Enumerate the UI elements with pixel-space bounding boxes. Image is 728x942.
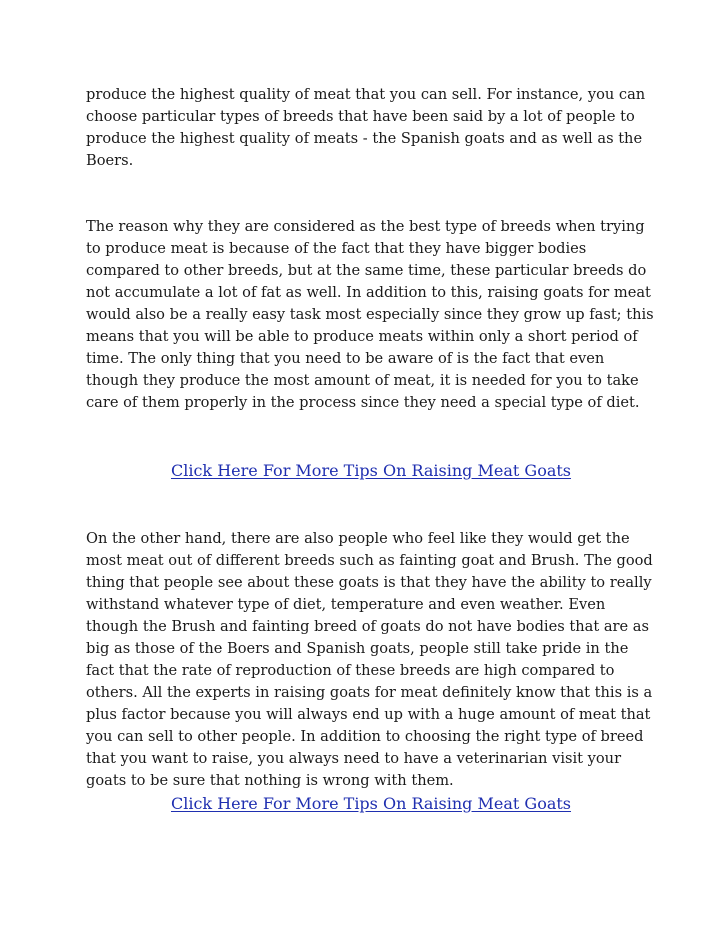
text-line: not accumulate a lot of fat as well. In addition to this, raising goats for meat [86, 284, 651, 301]
text-line: produce the highest quality of meat that you can sell. For instance, you can [86, 86, 646, 103]
text-line: withstand whatever type of diet, temperature and even weather. Even [86, 596, 606, 613]
text-line: choose particular types of breeds that have been said by a lot of people to [86, 108, 635, 125]
text-line: time. The only thing that you need to be aware of is the fact that even [86, 350, 605, 367]
text-line: thing that people see about these goats is that they have the ability to really [86, 574, 652, 591]
paragraph-intro [86, 84, 656, 172]
text-line: to produce meat is because of the fact that they have bigger bodies [86, 240, 587, 257]
tips-link-container [86, 460, 656, 483]
text-line: compared to other breeds, but at the same time, these particular breeds do [86, 262, 647, 279]
text-line: would also be a really easy task most especially since they grow up fast; this [86, 306, 654, 323]
tips-link[interactable]: Click Here For More Tips On Raising Meat Goats [170, 461, 572, 480]
paragraph-other-breeds [86, 528, 656, 792]
text-line: most meat out of different breeds such as fainting goat and Brush. The good [86, 552, 653, 569]
text-line: On the other hand, there are also people who feel like they would get the [86, 530, 630, 547]
text-line: means that you will be able to produce meats within only a short period of [86, 328, 638, 345]
text-line: though they produce the most amount of meat, it is needed for you to take [86, 372, 639, 389]
text-line: fact that the rate of reproduction of these breeds are high compared to [86, 662, 615, 679]
text-line: produce the highest quality of meats - the Spanish goats and as well as the [86, 130, 643, 147]
text-line: plus factor because you will always end up with a huge amount of meat that [86, 706, 651, 723]
text-line: Boers. [86, 152, 134, 169]
text-line: others. All the experts in raising goats for meat definitely know that this is a [86, 684, 653, 701]
text-line: you can sell to other people. In addition to choosing the right type of breed [86, 728, 644, 745]
text-line: that you want to raise, you always need to have a veterinarian visit your [86, 750, 622, 767]
document-page [86, 84, 656, 816]
text-line: care of them properly in the process since they need a special type of diet. [86, 394, 640, 411]
tips-link[interactable]: Click Here For More Tips On Raising Meat Goats [170, 794, 572, 813]
text-line: goats to be sure that nothing is wrong with them. [86, 772, 454, 789]
text-line: big as those of the Boers and Spanish goats, people still take pride in the [86, 640, 629, 657]
text-line: The reason why they are considered as the best type of breeds when trying [86, 218, 645, 235]
tips-link-container [86, 793, 656, 816]
text-line: though the Brush and fainting breed of goats do not have bodies that are as [86, 618, 649, 635]
paragraph-reason [86, 216, 656, 414]
